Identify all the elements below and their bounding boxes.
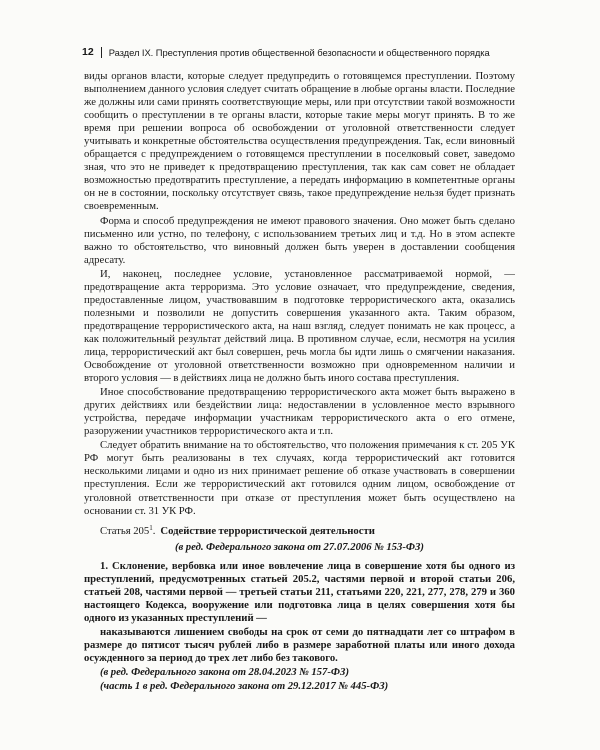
article-separator: . (152, 524, 156, 537)
article-label: Статья 205 (100, 524, 150, 537)
paragraph-last-condition: И, наконец, последнее условие, установленное рассматриваемой нормой, — предотвращение акта терроризма. Это условие означает, что предупреждение, сведения, предоставленные лицом, участвовавшим в подготовке террористического акта, оказались полезными и позволили не допустить совершения указанного акта. Таким образом, предотвращение террористического акта, на наш взгляд, следует понимать не как процесс, а как положительный результат действий лица. В противном случае, если, несмотря на усилия лица, террористический акт был совершен, речь могла бы идти лишь о смягчении наказания. Освобождение от уголовной ответственности возможно при одновременном наличии и второго условия — в действиях лица не должно быть иного состава преступления. (84, 267, 515, 385)
law-text-sanction: наказываются лишением свободы на срок от семи до пятнадцати лет со штрафом в размере до пятисот тысяч рублей либо в размере заработной платы или иного дохода осужденного за период до трех лет либо без такового. (84, 625, 515, 665)
paragraph-continuation: виды органов власти, которые следует предупредить о готовящемся преступлении. Поэтому выполнением данного условия следует считать обращение в любые органы власти. Последние же должны или сами принять соответствующие меры, или при отсутствии такой возможности сообщить о преступлении в те органы власти, которые такие меры могут принять. В то же время при решении вопроса об освобождении от уголовной ответственности следует учитывать и конкретные обстоятельства осуществления предупреждения. Так, если виновный обращается с предупреждением о готовящемся преступлении в поселковый совет, заведомо зная, что это не приведет к предотвращению преступления, так как сам совет не обладает возможностью предотвратить преступление, а передать информацию в компетентные органы он не в состоянии, поскольку отсутствует связь, такое предупреждение нельзя будет признать своевременным. (84, 70, 515, 213)
paragraph-note-application: Следует обратить внимание на то обстоятельство, что положения примечания к ст. 205 УК РФ могут быть реализованы в тех случаях, когда террористический акт готовится несколькими лицами и одно из них принимает решение об отказе участвовать в совершении преступления. Если же террористический акт готовился одним лицом, освобождение от уголовной ответственности при отказе от преступления может быть осуществлено на основании ст. 31 УК РФ. (84, 439, 515, 517)
law-text-part-1: 1. Склонение, вербовка или иное вовлечение лица в совершение хотя бы одного из преступлений, предусмотренных статьей 205.2, частями первой и второй статьи 206, статьей 208, частями первой — третьей статьи 211, статьями 220, 221, 277, 278, 279 и 360 настоящего Кодекса, вооружение или подготовка лица в целях совершения хотя бы одного из указанных преступлений — (84, 559, 515, 624)
section-title: Раздел IX. Преступления против общественной безопасности и общественного порядка (108, 46, 490, 58)
law-amendment-note: (часть 1 в ред. Федерального закона от 29.12.2017 № 445-ФЗ) (100, 680, 389, 693)
body-text (84, 70, 515, 694)
article-superscript: 1 (149, 523, 153, 532)
page-number: 12 (82, 46, 94, 58)
article-title: Содействие террористической деятельности (160, 524, 375, 537)
article-heading (84, 525, 515, 538)
paragraph-form-of-warning: Форма и способ предупреждения не имеют правового значения. Оно может быть сделано письменно или устно, по телефону, с использованием третьих лиц и т.д. Но в этом аспекте важно то обстоятельство, что виновный должен быть уверен в доставлении сообщения адресату. (84, 214, 515, 266)
law-amendment-note: (в ред. Федерального закона от 28.04.2023 № 157-ФЗ) (100, 666, 350, 679)
edition-note: (в ред. Федерального закона от 27.07.2006 № 153-ФЗ) (174, 540, 424, 553)
header-divider (101, 47, 102, 58)
paragraph-other-assistance: Иное способствование предотвращению террористического акта может быть выражено в других действиях или бездействии лица: недоставлении в условленное место взрывного устройства, передаче информации участникам террористического акта о его отмене, разоружении участников террористического акта и т.п. (84, 386, 515, 438)
running-header (82, 44, 552, 60)
